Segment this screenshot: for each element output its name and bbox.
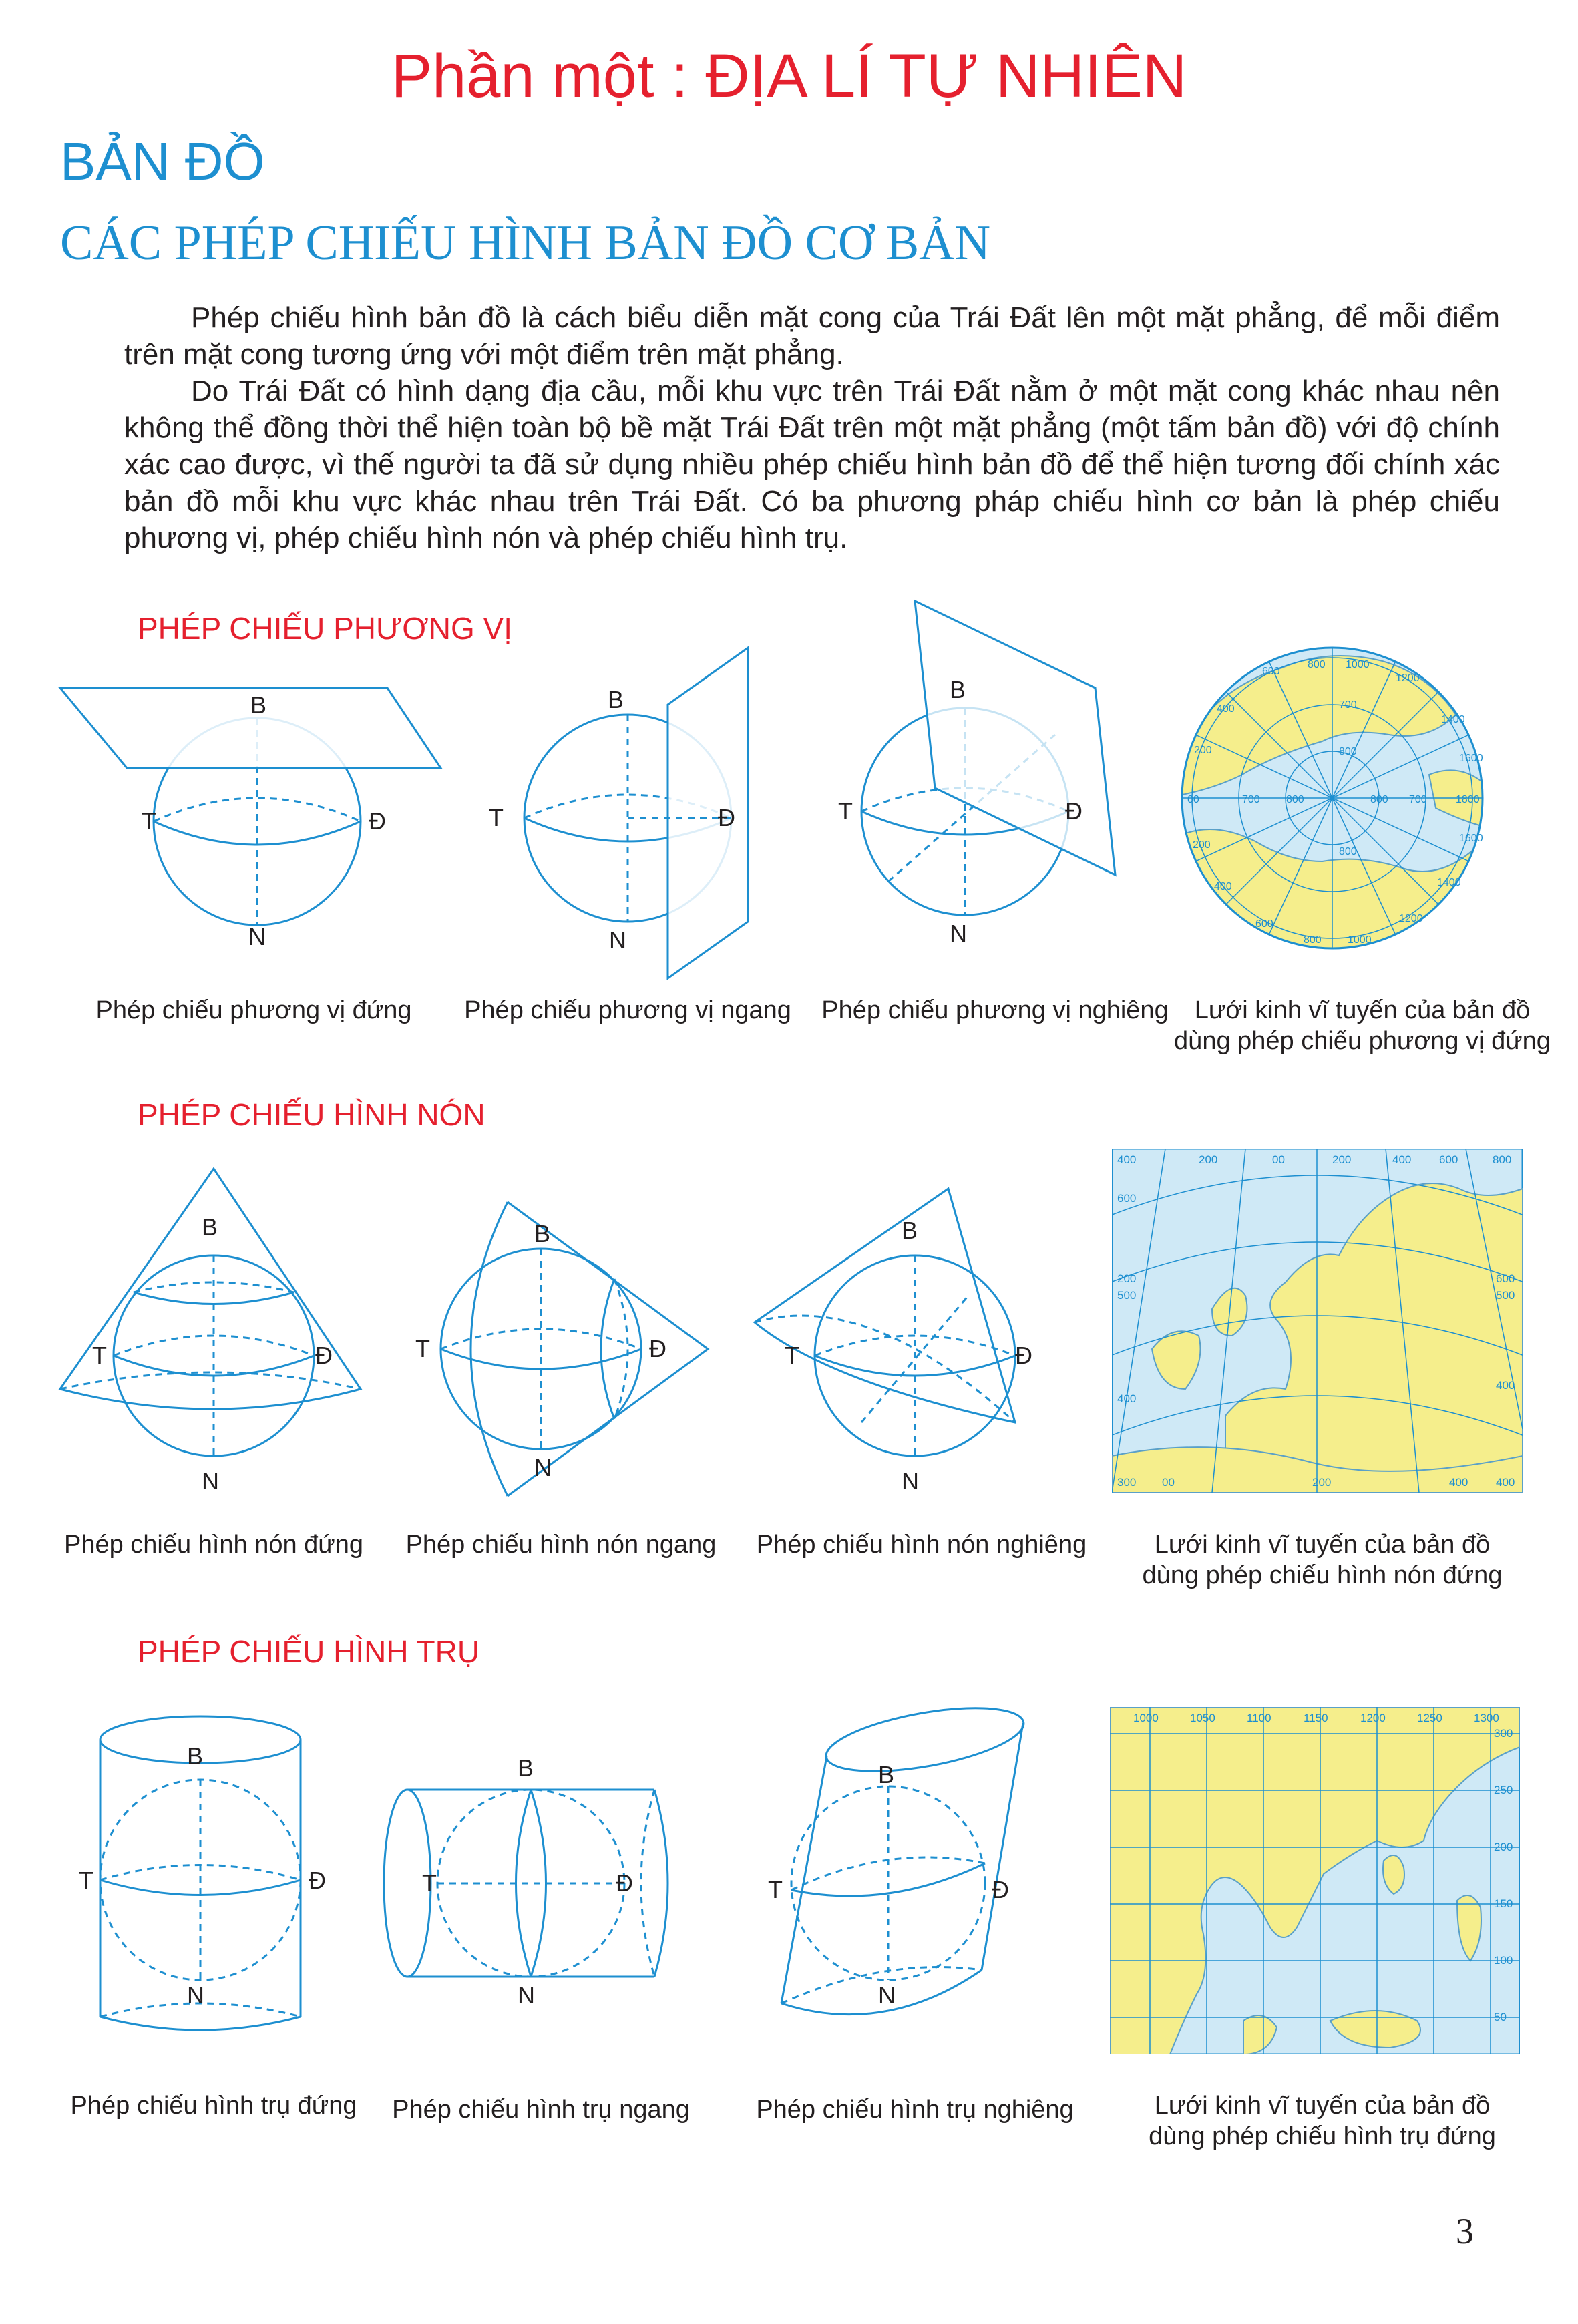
conic-map [1112, 1149, 1523, 1493]
cylindrical-normal-diagram [67, 1710, 334, 2050]
latitude-label: 800 [1286, 794, 1304, 805]
latitude-label: 300 [1494, 1727, 1513, 1740]
caption: Phép chiếu hình trụ đứng [70, 2092, 357, 2120]
longitude-label: 200 [1193, 839, 1211, 851]
east-label: Đ [649, 1335, 666, 1362]
east-label: Đ [309, 1867, 326, 1894]
azimuthal-map [1175, 641, 1489, 955]
caption-line: Lưới kinh vĩ tuyến của bản đồ [1194, 996, 1531, 1024]
azimuthal-oblique-diagram [835, 594, 1155, 955]
longitude-label: 800 [1308, 659, 1326, 670]
east-label: Đ [369, 807, 386, 835]
longitude-label: 800 [1304, 934, 1322, 946]
north-label: B [608, 686, 624, 713]
south-label: N [609, 926, 626, 954]
longitude-label: 1600 [1459, 753, 1483, 764]
latitude-label: 150 [1494, 1897, 1513, 1910]
longitude-label: 200 [1194, 745, 1212, 756]
latitude-label: 600 [1496, 1272, 1515, 1285]
longitude-label: 1000 [1348, 934, 1372, 946]
south-label: N [878, 1981, 896, 2009]
latitude-label: 400 [1496, 1379, 1515, 1392]
latitude-label: 200 [1494, 1841, 1513, 1853]
caption-line: dùng phép chiếu hình trụ đứng [1149, 2122, 1496, 2150]
caption: Phép chiếu hình nón ngang [405, 1531, 717, 1559]
longitude-label: 00 [1272, 1153, 1285, 1166]
north-label: B [250, 691, 267, 719]
south-label: N [902, 1467, 919, 1495]
longitude-label: 600 [1262, 666, 1280, 677]
longitude-label: 1300 [1474, 1712, 1499, 1724]
latitude-label: 700 [1339, 699, 1357, 711]
north-label: B [878, 1761, 895, 1788]
east-label: Đ [1065, 797, 1082, 825]
caption: Phép chiếu phương vị nghiêng [821, 996, 1169, 1024]
longitude-label: 400 [1217, 703, 1235, 715]
conic-transverse-diagram [407, 1195, 721, 1529]
latitude-label: 300 [1117, 1476, 1137, 1489]
map-caption [1162, 995, 1563, 1056]
longitude-label: 1600 [1459, 833, 1483, 844]
west-label: T [422, 1869, 437, 1897]
longitude-label: 1050 [1190, 1712, 1215, 1724]
longitude-label: 800 [1493, 1153, 1512, 1166]
section-title: BẢN ĐỒ [60, 132, 265, 191]
west-label: T [79, 1867, 93, 1894]
latitude-label: 700 [1242, 794, 1260, 805]
map-caption [1122, 2090, 1523, 2152]
longitude-label: 200 [1312, 1476, 1332, 1489]
south-label: N [534, 1454, 552, 1481]
section-heading-azimuthal: PHÉP CHIẾU PHƯƠNG VỊ [138, 611, 512, 646]
latitude-label: 200 [1117, 1272, 1137, 1285]
part-title: Phần một : ĐỊA LÍ TỰ NHIÊN [391, 42, 1187, 110]
caption-line: dùng phép chiếu phương vị đứng [1174, 1027, 1551, 1055]
north-label: B [202, 1213, 218, 1241]
south-label: N [950, 920, 967, 947]
longitude-label: 1400 [1441, 714, 1465, 725]
south-label: N [248, 923, 266, 950]
caption: Phép chiếu hình nón nghiêng [756, 1531, 1087, 1559]
section-heading-conic: PHÉP CHIẾU HÌNH NÓN [138, 1097, 485, 1132]
east-label: Đ [718, 804, 735, 831]
caption-line: Lưới kinh vĩ tuyến của bản đồ [1154, 1531, 1491, 1559]
longitude-label: 400 [1117, 1153, 1137, 1166]
longitude-label: 600 [1439, 1153, 1458, 1166]
conic-oblique-diagram [748, 1182, 1095, 1529]
caption: Phép chiếu phương vị ngang [464, 996, 791, 1024]
cylindrical-oblique-diagram [741, 1690, 1035, 2064]
longitude-label: 1200 [1396, 672, 1420, 684]
longitude-label: 200 [1332, 1153, 1352, 1166]
caption: Phép chiếu phương vị đứng [95, 996, 412, 1024]
caption: Phép chiếu hình nón đứng [63, 1531, 364, 1559]
north-label: B [187, 1742, 204, 1770]
longitude-label: 400 [1214, 881, 1232, 892]
east-label: Đ [315, 1342, 333, 1369]
north-label: B [518, 1756, 534, 1782]
latitude-label: 600 [1117, 1192, 1137, 1205]
subsection-title: CÁC PHÉP CHIẾU HÌNH BẢN ĐỒ CƠ BẢN [60, 216, 991, 270]
longitude-label: 400 [1449, 1476, 1468, 1489]
west-label: T [92, 1342, 107, 1369]
north-label: B [950, 676, 966, 703]
latitude-label: 500 [1496, 1289, 1515, 1302]
south-label: N [518, 1981, 535, 2009]
longitude-label: 1800 [1456, 794, 1480, 805]
west-label: T [489, 804, 504, 831]
west-label: T [415, 1335, 430, 1362]
caption-line: dùng phép chiếu hình nón đứng [1142, 1561, 1503, 1589]
page-number: 3 [1456, 2211, 1474, 2251]
north-label: B [534, 1220, 551, 1247]
longitude-label: 400 [1392, 1153, 1412, 1166]
azimuthal-normal-diagram [53, 674, 454, 962]
longitude-label: 200 [1199, 1153, 1218, 1166]
latitude-label: 250 [1494, 1784, 1513, 1796]
latitude-label: 700 [1409, 794, 1427, 805]
latitude-label: 800 [1339, 746, 1357, 757]
south-label: N [202, 1467, 219, 1495]
longitude-label: 1100 [1247, 1712, 1271, 1724]
latitude-label: 800 [1339, 846, 1357, 857]
north-label: B [902, 1217, 918, 1244]
map-caption [1122, 1529, 1523, 1591]
longitude-label: 1250 [1417, 1712, 1442, 1724]
east-label: Đ [616, 1869, 633, 1897]
section-heading-cylindrical: PHÉP CHIẾU HÌNH TRỤ [138, 1634, 480, 1669]
cylindrical-map [1110, 1707, 1520, 2054]
intro-paragraph: Phép chiếu hình bản đồ là cách biểu diễn mặt cong của Trái Đất lên một mặt phẳng, để mỗi điểm trên mặt cong tương ứng với một điểm trên mặt phẳng. [124, 301, 1500, 371]
longitude-label: 600 [1255, 918, 1273, 930]
latitude-label: 500 [1117, 1289, 1137, 1302]
cylindrical-transverse-diagram [374, 1756, 695, 2010]
latitude-label: 100 [1494, 1954, 1513, 1967]
west-label: T [142, 807, 156, 835]
longitude-label: 1000 [1133, 1712, 1159, 1724]
caption: Phép chiếu hình trụ nghiêng [756, 2096, 1074, 2124]
south-label: N [187, 1981, 204, 2009]
longitude-label: 1200 [1399, 913, 1423, 924]
longitude-label: 1150 [1304, 1712, 1328, 1724]
west-label: T [768, 1876, 783, 1903]
conic-normal-diagram [53, 1162, 374, 1509]
intro-text [124, 299, 1500, 556]
east-label: Đ [1015, 1342, 1032, 1369]
west-label: T [785, 1342, 799, 1369]
east-label: Đ [992, 1876, 1009, 1903]
longitude-label: 1000 [1346, 659, 1370, 670]
latitude-label: 50 [1494, 2011, 1507, 2023]
longitude-label: 1400 [1437, 877, 1461, 888]
latitude-label: 400 [1496, 1476, 1515, 1489]
azimuthal-transverse-diagram [481, 641, 795, 988]
west-label: T [838, 797, 853, 825]
longitude-label: 1200 [1360, 1712, 1386, 1724]
longitude-label: 00 [1187, 794, 1199, 805]
caption-line: Lưới kinh vĩ tuyến của bản đồ [1154, 2092, 1491, 2120]
intro-paragraph: Do Trái Đất có hình dạng địa cầu, mỗi khu vực trên Trái Đất nằm ở một mặt cong khác nhau nên không thể đồng thời thể hiện toàn bộ bề mặt Trái Đất trên một mặt phẳng (một tấm bản đồ) với độ chính xác cao được, vì thế người ta đã sử dụng nhiều phép chiếu hình bản đồ để thể hiện tương đối chính xác bản đồ mỗi khu vực khác nhau trên Trái Đất. Có ba phương pháp chiếu hình cơ bản là phép chiếu phương vị, phép chiếu hình nón và phép chiếu hình trụ. [124, 375, 1500, 554]
latitude-label: 400 [1117, 1392, 1137, 1405]
caption: Phép chiếu hình trụ ngang [392, 2096, 690, 2124]
longitude-label: 00 [1162, 1476, 1175, 1489]
latitude-label: 800 [1370, 794, 1388, 805]
